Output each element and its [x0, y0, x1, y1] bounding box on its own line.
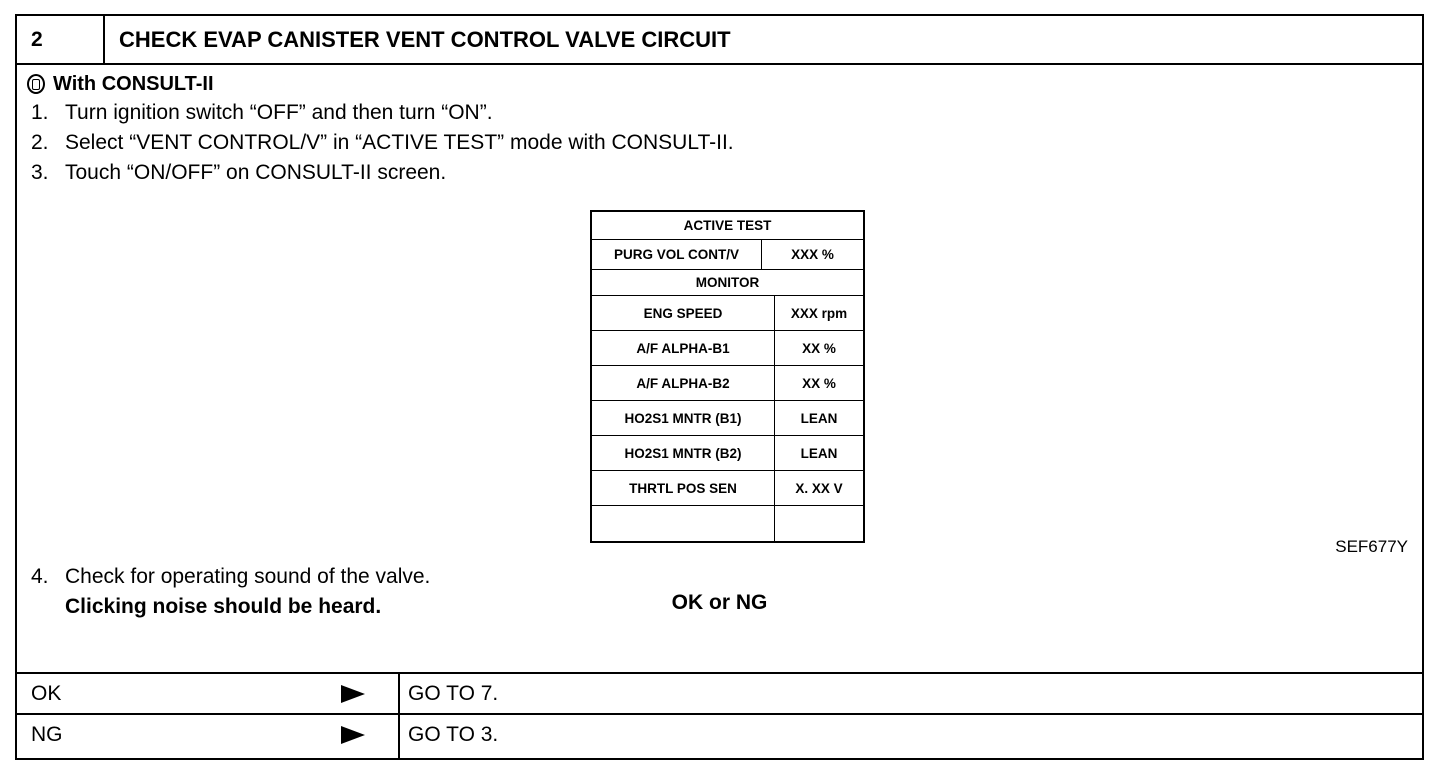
active-test-item-label: PURG VOL CONT/V [592, 240, 762, 269]
monitor-row [592, 436, 863, 471]
consult-tool-icon [27, 74, 45, 94]
monitor-label: A/F ALPHA-B1 [592, 331, 775, 365]
monitor-row [592, 401, 863, 436]
step-4 [31, 565, 430, 589]
step-2 [31, 131, 734, 155]
step-4-emphasis: Clicking noise should be heard. [65, 595, 382, 618]
result-label: NG [31, 723, 63, 746]
step-3-text: Touch “ON/OFF” on CONSULT-II screen. [65, 161, 447, 184]
monitor-value: XX % [802, 340, 836, 356]
result-action: GO TO 3. [408, 723, 499, 746]
monitor-label: ENG SPEED [592, 296, 775, 330]
monitor-value: LEAN [800, 445, 838, 461]
result-row-ng [17, 713, 1422, 758]
monitor-row [592, 331, 863, 366]
step-1-text: Turn ignition switch “OFF” and then turn “ON”. [65, 101, 493, 124]
procedure-frame [15, 14, 1424, 760]
monitor-label [592, 506, 775, 541]
consult-label: With CONSULT-II [53, 72, 214, 95]
step-title: CHECK EVAP CANISTER VENT CONTROL VALVE CIRCUIT [119, 27, 731, 52]
step-body [17, 65, 1422, 637]
step-1 [31, 101, 493, 125]
arrow-right-icon [341, 685, 365, 703]
monitor-value: XXX rpm [790, 305, 848, 321]
result-prompt: OK or NG [671, 591, 768, 614]
result-label: OK [31, 682, 62, 705]
step-4-text: Check for operating sound of the valve. [65, 565, 431, 588]
monitor-title: MONITOR [592, 270, 863, 296]
active-test-item-row [592, 240, 863, 270]
step-1-number: 1. [31, 101, 49, 124]
monitor-label: THRTL POS SEN [592, 471, 775, 505]
active-test-item-value: XXX % [791, 247, 834, 262]
step-3 [31, 161, 446, 185]
step-3-number: 3. [31, 161, 49, 184]
step-2-text: Select “VENT CONTROL/V” in “ACTIVE TEST” mode with CONSULT-II. [65, 131, 734, 154]
monitor-value [775, 506, 863, 541]
arrow-right-icon [341, 726, 365, 744]
monitor-row-empty [592, 506, 863, 541]
consult-heading [27, 71, 214, 97]
monitor-value: XX % [802, 375, 836, 391]
monitor-label: A/F ALPHA-B2 [592, 366, 775, 400]
monitor-row [592, 296, 863, 331]
monitor-label: HO2S1 MNTR (B1) [592, 401, 775, 435]
result-action: GO TO 7. [408, 682, 499, 705]
monitor-value: LEAN [800, 410, 838, 426]
step-number: 2 [17, 16, 105, 63]
monitor-label: HO2S1 MNTR (B2) [592, 436, 775, 470]
active-test-screen [590, 210, 865, 543]
step-header [17, 16, 1422, 65]
active-test-title: ACTIVE TEST [592, 212, 863, 240]
result-row-ok [17, 672, 1422, 713]
monitor-row [592, 366, 863, 401]
step-2-number: 2. [31, 131, 49, 154]
monitor-row [592, 471, 863, 506]
step-4-number: 4. [31, 565, 49, 588]
figure-code: SEF677Y [1335, 537, 1408, 556]
monitor-value: X. XX V [795, 480, 843, 496]
